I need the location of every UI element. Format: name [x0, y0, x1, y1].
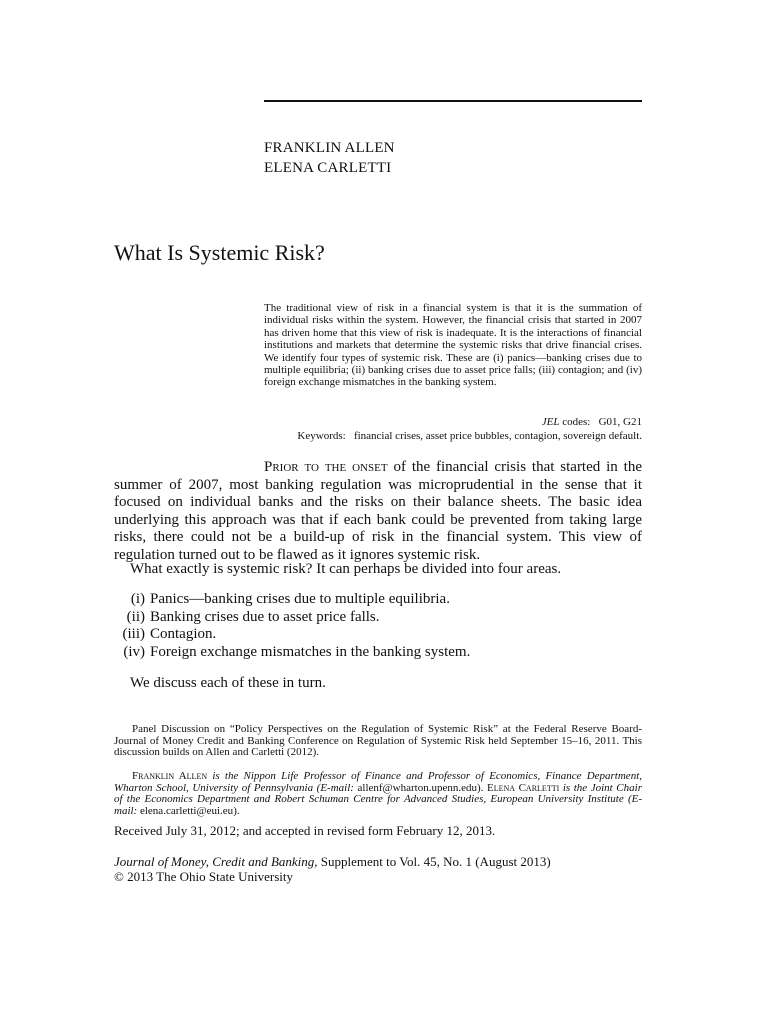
footnote-author-desc: is the Joint Chair of the Economics Department and Robert Schuman Centre for Advanced Studies, European University Institute ( [114, 781, 642, 805]
email-label: E-mail: [114, 793, 642, 817]
footnote-end: ). [233, 804, 240, 817]
header-rule [264, 100, 642, 102]
journal-info [114, 854, 551, 884]
jel-label: JEL [541, 416, 560, 428]
copyright: © 2013 The Ohio State University [114, 869, 293, 884]
author-list [264, 138, 395, 178]
footnote-separator: ). [477, 781, 487, 794]
list-text: Contagion. [150, 626, 217, 642]
question-paragraph: What exactly is systemic risk? It can perhaps be divided into four areas. [130, 561, 562, 577]
lead-in: Prior to the onset [264, 459, 388, 475]
list-item [114, 609, 470, 627]
jel-code-values: G01, G21 [598, 416, 642, 428]
email-address: allenf@wharton.upenn.edu [353, 781, 477, 794]
footnote-panel: Panel Discussion on “Policy Perspectives on the Regulation of Systemic Risk” at the Federal Reserve Board-Journal of Money Credit and Banking Conference on Regulation of Systemic Risk held September 15–16, 2011. This discussion builds on Allen and Carletti (2012). [114, 723, 642, 758]
article-title: What Is Systemic Risk? [114, 240, 325, 265]
journal-name: Journal of Money, Credit and Banking, [114, 854, 318, 869]
journal-line [114, 854, 551, 869]
footnote-author-name: Elena Carletti [486, 781, 560, 794]
systemic-risk-areas [114, 591, 470, 661]
list-number: (iii) [122, 626, 145, 642]
jel-codes [542, 416, 642, 428]
footnote-authors [114, 771, 642, 817]
list-item [114, 644, 470, 662]
list-text: Foreign exchange mismatches in the banking system. [150, 643, 471, 660]
email-label: E-mail: [320, 781, 354, 794]
list-number: (ii) [126, 608, 145, 625]
list-text: Banking crises due to asset price falls. [150, 608, 380, 625]
closing-paragraph: We discuss each of these in turn. [130, 675, 326, 691]
intro-paragraph [114, 459, 642, 564]
received-date: Received July 31, 2012; and accepted in revised form February 12, 2013. [114, 823, 496, 838]
list-number: (i) [130, 591, 145, 607]
list-item [114, 591, 470, 609]
jel-suffix: codes: [559, 416, 591, 428]
footnote-author-name: Franklin Allen [132, 770, 208, 782]
list-number: (iv) [123, 643, 145, 660]
author-name: FRANKLIN ALLEN [264, 140, 395, 156]
list-item [114, 626, 470, 644]
list-text: Panics—banking crises due to multiple equilibria. [150, 591, 450, 607]
keywords [297, 430, 642, 442]
email-address: elena.carletti@eui.eu [137, 804, 234, 817]
footnote-author-desc: is the Nippon Life Professor of Finance and Professor of Economics, Finance Department, Wharton School, University of Pennsylvania ( [114, 770, 642, 794]
keywords-label: Keywords: [297, 430, 346, 442]
abstract: The traditional view of risk in a financial system is that it is the summation of individual risks within the system. However, the financial crisis that started in 2007 has driven home that this view of risk is inadequate. It is the interactions of financial institutions and markets that determine the systemic risks that drive financial crises. We identify four types of systemic risk. These are (i) panics—banking crises due to multiple equilibria; (ii) banking crises due to asset price falls; (iii) contagion; and (iv) foreign exchange mismatches in the banking system. [264, 302, 642, 389]
author-name: ELENA CARLETTI [264, 160, 392, 176]
journal-issue: Supplement to Vol. 45, No. 1 (August 2013) [317, 854, 551, 869]
intro-text: of the financial crisis that started in the summer of 2007, most banking regulation was microprudential in the sense that it focused on individual banks and the risks on their balance sheets. The basic idea underlying this approach was that if each bank could be prevented from taking large risks, there could not be a build-up of risk in the financial system. This view of regulation turned out to be flawed as it ignores systemic risk. [114, 459, 643, 563]
keywords-value: financial crises, asset price bubbles, contagion, sovereign default. [353, 430, 642, 442]
